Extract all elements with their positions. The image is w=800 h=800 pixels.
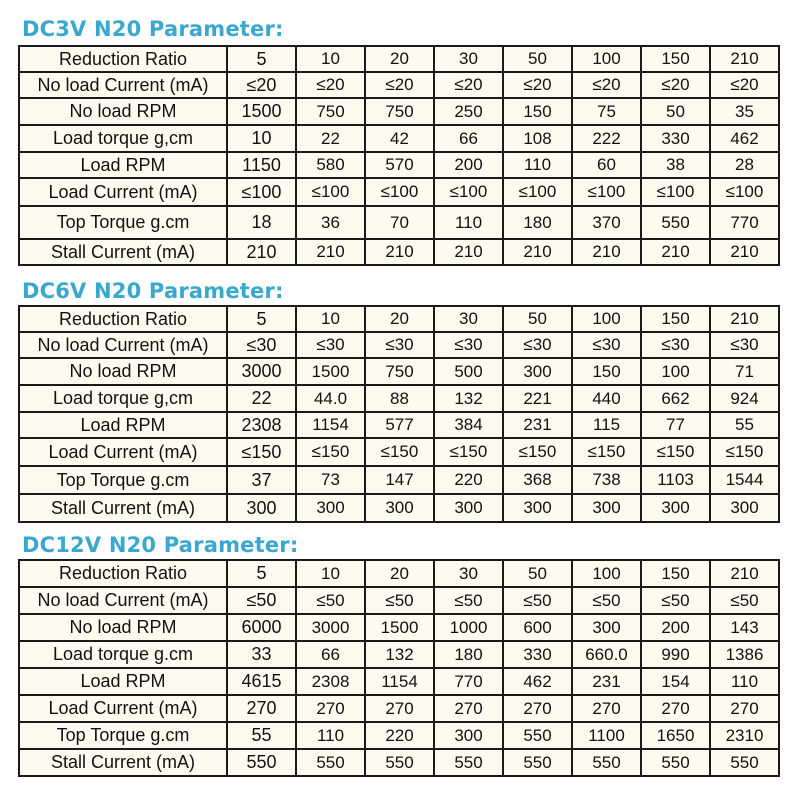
- row-label: Load Current (mA): [19, 178, 227, 206]
- table-cell: 100: [572, 560, 641, 587]
- table-cell: 10: [296, 560, 365, 587]
- table-cell: 221: [503, 385, 572, 412]
- table-cell: 210: [641, 239, 710, 265]
- table-cell: 154: [641, 668, 710, 695]
- table-row: [19, 722, 779, 749]
- table-cell: ≤20: [296, 72, 365, 98]
- table-cell: 28: [710, 152, 779, 178]
- table-cell: 550: [503, 749, 572, 776]
- table-cell: 37: [227, 466, 296, 494]
- table-cell: 115: [572, 412, 641, 438]
- table-cell: 250: [434, 98, 503, 125]
- table-cell: 222: [572, 125, 641, 152]
- table-cell: 550: [365, 749, 434, 776]
- table-cell: ≤150: [296, 438, 365, 466]
- table-cell: ≤50: [296, 587, 365, 614]
- table-cell: ≤50: [710, 587, 779, 614]
- table-row: [19, 560, 779, 587]
- row-label: No load Current (mA): [19, 72, 227, 98]
- table-row: [19, 152, 779, 178]
- table-row: [19, 46, 779, 72]
- table-cell: 384: [434, 412, 503, 438]
- table-cell: 150: [641, 46, 710, 72]
- table-cell: ≤50: [572, 587, 641, 614]
- table-row: [19, 178, 779, 206]
- table-cell: 10: [296, 46, 365, 72]
- table-cell: ≤30: [641, 332, 710, 358]
- row-label: Reduction Ratio: [19, 306, 227, 332]
- table-cell: 1386: [710, 641, 779, 668]
- table-cell: 270: [710, 695, 779, 722]
- table-cell: 462: [503, 668, 572, 695]
- table-cell: ≤100: [296, 178, 365, 206]
- table-cell: ≤150: [503, 438, 572, 466]
- row-label: Top Torque g.cm: [19, 206, 227, 239]
- table-cell: 150: [503, 98, 572, 125]
- table-cell: ≤100: [227, 178, 296, 206]
- row-label: Stall Current (mA): [19, 239, 227, 265]
- table-cell: 210: [503, 239, 572, 265]
- table-cell: ≤50: [641, 587, 710, 614]
- table-cell: 1000: [434, 614, 503, 641]
- dc3v-section-title: DC3V N20 Parameter:: [22, 17, 284, 41]
- table-cell: ≤100: [641, 178, 710, 206]
- dc3v-parameter-table: [18, 45, 780, 266]
- table-cell: 132: [434, 385, 503, 412]
- table-cell: ≤30: [227, 332, 296, 358]
- table-cell: ≤50: [227, 587, 296, 614]
- table-cell: 550: [572, 749, 641, 776]
- table-cell: 210: [572, 239, 641, 265]
- table-cell: 210: [227, 239, 296, 265]
- table-cell: 110: [296, 722, 365, 749]
- table-cell: 150: [641, 560, 710, 587]
- table-cell: 73: [296, 466, 365, 494]
- table-cell: ≤20: [434, 72, 503, 98]
- table-cell: 30: [434, 560, 503, 587]
- table-cell: 300: [503, 358, 572, 385]
- table-cell: ≤30: [503, 332, 572, 358]
- table-cell: ≤30: [365, 332, 434, 358]
- table-cell: 270: [365, 695, 434, 722]
- table-cell: 50: [641, 98, 710, 125]
- table-cell: 300: [434, 722, 503, 749]
- table-cell: 770: [434, 668, 503, 695]
- table-cell: 60: [572, 152, 641, 178]
- row-label: Load torque g.cm: [19, 641, 227, 668]
- table-cell: 300: [503, 494, 572, 522]
- table-cell: 300: [434, 494, 503, 522]
- table-cell: ≤20: [227, 72, 296, 98]
- table-cell: 108: [503, 125, 572, 152]
- row-label: Load torque g,cm: [19, 125, 227, 152]
- table-cell: 5: [227, 46, 296, 72]
- dc6v-parameter-table: [18, 305, 780, 523]
- table-cell: ≤20: [710, 72, 779, 98]
- table-cell: ≤20: [641, 72, 710, 98]
- table-cell: 2308: [296, 668, 365, 695]
- table-cell: 500: [434, 358, 503, 385]
- row-label: Load RPM: [19, 412, 227, 438]
- table-cell: 10: [296, 306, 365, 332]
- table-cell: 210: [365, 239, 434, 265]
- table-cell: 300: [572, 614, 641, 641]
- table-cell: 2310: [710, 722, 779, 749]
- table-cell: 1103: [641, 466, 710, 494]
- row-label: Stall Current (mA): [19, 749, 227, 776]
- table-cell: ≤20: [503, 72, 572, 98]
- table-cell: 300: [710, 494, 779, 522]
- table-cell: 55: [710, 412, 779, 438]
- row-label: Top Torque g.cm: [19, 466, 227, 494]
- table-row: [19, 668, 779, 695]
- table-cell: 210: [710, 239, 779, 265]
- table-cell: 1154: [296, 412, 365, 438]
- table-cell: 180: [503, 206, 572, 239]
- table-cell: 550: [227, 749, 296, 776]
- table-cell: 66: [296, 641, 365, 668]
- table-row: [19, 466, 779, 494]
- table-row: [19, 614, 779, 641]
- table-row: [19, 749, 779, 776]
- table-cell: ≤100: [365, 178, 434, 206]
- row-label: Reduction Ratio: [19, 46, 227, 72]
- table-cell: ≤100: [434, 178, 503, 206]
- table-cell: ≤150: [227, 438, 296, 466]
- table-cell: ≤30: [434, 332, 503, 358]
- table-cell: 66: [434, 125, 503, 152]
- table-cell: 300: [296, 494, 365, 522]
- table-cell: ≤50: [434, 587, 503, 614]
- table-cell: 20: [365, 46, 434, 72]
- table-cell: 50: [503, 560, 572, 587]
- table-cell: 150: [641, 306, 710, 332]
- table-cell: 6000: [227, 614, 296, 641]
- table-cell: 1100: [572, 722, 641, 749]
- table-cell: 440: [572, 385, 641, 412]
- table-cell: 550: [503, 722, 572, 749]
- table-row: [19, 358, 779, 385]
- table-cell: 580: [296, 152, 365, 178]
- table-cell: 110: [434, 206, 503, 239]
- table-cell: 70: [365, 206, 434, 239]
- table-cell: 100: [572, 46, 641, 72]
- table-cell: ≤150: [434, 438, 503, 466]
- table-cell: 1150: [227, 152, 296, 178]
- table-row: [19, 239, 779, 265]
- table-cell: 1500: [227, 98, 296, 125]
- table-cell: 50: [503, 306, 572, 332]
- table-cell: 180: [434, 641, 503, 668]
- row-label: Load Current (mA): [19, 438, 227, 466]
- table-cell: 55: [227, 722, 296, 749]
- table-cell: 88: [365, 385, 434, 412]
- table-cell: 100: [641, 358, 710, 385]
- table-cell: 22: [227, 385, 296, 412]
- table-cell: 200: [434, 152, 503, 178]
- table-cell: 600: [503, 614, 572, 641]
- table-cell: ≤100: [572, 178, 641, 206]
- table-cell: 44.0: [296, 385, 365, 412]
- table-cell: 20: [365, 306, 434, 332]
- table-row: [19, 438, 779, 466]
- row-label: No load Current (mA): [19, 332, 227, 358]
- row-label: No load RPM: [19, 98, 227, 125]
- table-cell: 550: [641, 749, 710, 776]
- table-cell: 220: [434, 466, 503, 494]
- table-cell: 100: [572, 306, 641, 332]
- table-cell: 35: [710, 98, 779, 125]
- row-label: No load RPM: [19, 358, 227, 385]
- table-cell: 738: [572, 466, 641, 494]
- table-cell: 132: [365, 641, 434, 668]
- table-row: [19, 587, 779, 614]
- table-cell: ≤30: [710, 332, 779, 358]
- table-cell: 660.0: [572, 641, 641, 668]
- table-cell: ≤20: [572, 72, 641, 98]
- table-row: [19, 494, 779, 522]
- table-cell: 3000: [296, 614, 365, 641]
- row-label: Stall Current (mA): [19, 494, 227, 522]
- row-label: Top Torque g.cm: [19, 722, 227, 749]
- table-cell: 18: [227, 206, 296, 239]
- table-cell: 300: [365, 494, 434, 522]
- table-cell: 36: [296, 206, 365, 239]
- table-cell: 270: [572, 695, 641, 722]
- table-cell: 33: [227, 641, 296, 668]
- table-row: [19, 385, 779, 412]
- table-cell: 1154: [365, 668, 434, 695]
- table-row: [19, 206, 779, 239]
- table-cell: ≤100: [503, 178, 572, 206]
- table-cell: 77: [641, 412, 710, 438]
- table-cell: 143: [710, 614, 779, 641]
- table-cell: 5: [227, 560, 296, 587]
- table-cell: 270: [296, 695, 365, 722]
- table-cell: 2308: [227, 412, 296, 438]
- table-cell: ≤150: [572, 438, 641, 466]
- table-cell: ≤150: [365, 438, 434, 466]
- table-cell: 462: [710, 125, 779, 152]
- table-cell: 5: [227, 306, 296, 332]
- dc12v-section-title: DC12V N20 Parameter:: [22, 533, 299, 557]
- table-cell: 750: [365, 98, 434, 125]
- table-cell: 1500: [365, 614, 434, 641]
- table-cell: ≤100: [710, 178, 779, 206]
- table-cell: 200: [641, 614, 710, 641]
- table-cell: 370: [572, 206, 641, 239]
- table-row: [19, 695, 779, 722]
- table-cell: 110: [503, 152, 572, 178]
- table-cell: 30: [434, 306, 503, 332]
- table-row: [19, 412, 779, 438]
- table-cell: 924: [710, 385, 779, 412]
- table-cell: ≤150: [710, 438, 779, 466]
- table-cell: 750: [365, 358, 434, 385]
- table-cell: 270: [641, 695, 710, 722]
- table-cell: 550: [434, 749, 503, 776]
- table-cell: 990: [641, 641, 710, 668]
- table-row: [19, 641, 779, 668]
- table-cell: 3000: [227, 358, 296, 385]
- table-row: [19, 98, 779, 125]
- table-cell: ≤20: [365, 72, 434, 98]
- row-label: Reduction Ratio: [19, 560, 227, 587]
- table-cell: ≤30: [572, 332, 641, 358]
- table-cell: 270: [503, 695, 572, 722]
- dc6v-section-title: DC6V N20 Parameter:: [22, 279, 284, 303]
- table-cell: 300: [227, 494, 296, 522]
- table-cell: ≤150: [641, 438, 710, 466]
- table-cell: 210: [296, 239, 365, 265]
- row-label: Load RPM: [19, 152, 227, 178]
- table-cell: 71: [710, 358, 779, 385]
- row-label: Load Current (mA): [19, 695, 227, 722]
- table-cell: 570: [365, 152, 434, 178]
- table-row: [19, 125, 779, 152]
- row-label: No load Current (mA): [19, 587, 227, 614]
- table-cell: 300: [572, 494, 641, 522]
- dc12v-parameter-table: [18, 559, 780, 777]
- table-cell: 50: [503, 46, 572, 72]
- table-cell: 110: [710, 668, 779, 695]
- table-cell: 330: [641, 125, 710, 152]
- table-cell: ≤30: [296, 332, 365, 358]
- table-cell: 75: [572, 98, 641, 125]
- table-row: [19, 306, 779, 332]
- row-label: Load RPM: [19, 668, 227, 695]
- table-row: [19, 72, 779, 98]
- table-cell: 210: [434, 239, 503, 265]
- table-cell: 1500: [296, 358, 365, 385]
- table-cell: 147: [365, 466, 434, 494]
- table-cell: 368: [503, 466, 572, 494]
- table-cell: 577: [365, 412, 434, 438]
- table-cell: 210: [710, 560, 779, 587]
- table-cell: 210: [710, 46, 779, 72]
- table-cell: 150: [572, 358, 641, 385]
- table-cell: 4615: [227, 668, 296, 695]
- table-cell: 231: [572, 668, 641, 695]
- table-row: [19, 332, 779, 358]
- table-cell: 22: [296, 125, 365, 152]
- table-cell: 210: [710, 306, 779, 332]
- table-cell: 231: [503, 412, 572, 438]
- table-cell: 550: [710, 749, 779, 776]
- table-cell: 300: [641, 494, 710, 522]
- table-cell: 38: [641, 152, 710, 178]
- table-cell: 10: [227, 125, 296, 152]
- table-cell: ≤50: [365, 587, 434, 614]
- table-cell: 750: [296, 98, 365, 125]
- table-cell: 330: [503, 641, 572, 668]
- table-cell: 220: [365, 722, 434, 749]
- table-cell: 42: [365, 125, 434, 152]
- table-cell: 662: [641, 385, 710, 412]
- row-label: Load torque g,cm: [19, 385, 227, 412]
- table-cell: 270: [434, 695, 503, 722]
- table-cell: ≤50: [503, 587, 572, 614]
- table-cell: 770: [710, 206, 779, 239]
- table-cell: 550: [296, 749, 365, 776]
- table-cell: 270: [227, 695, 296, 722]
- table-cell: 550: [641, 206, 710, 239]
- table-cell: 1650: [641, 722, 710, 749]
- row-label: No load RPM: [19, 614, 227, 641]
- table-cell: 1544: [710, 466, 779, 494]
- table-cell: 20: [365, 560, 434, 587]
- table-cell: 30: [434, 46, 503, 72]
